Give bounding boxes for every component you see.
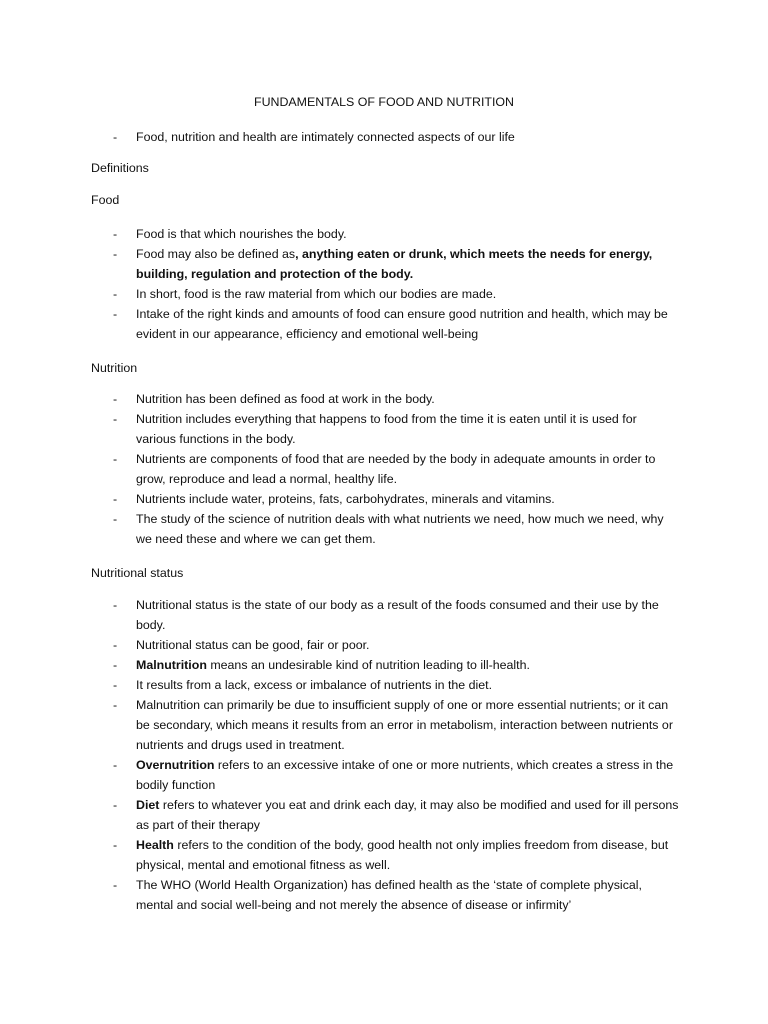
list-item [0, 389, 680, 409]
list-item-text: Nutritional status is the state of our body as a result of the foods consumed and their use by the body. [136, 598, 659, 632]
list-item-text: Food, nutrition and health are intimately connected aspects of our life [136, 130, 515, 144]
term-overnutrition: Overnutrition [136, 758, 215, 772]
bullet-dash: - [113, 698, 118, 712]
bullet-dash: - [113, 598, 118, 612]
list-item-text: The WHO (World Health Organization) has defined health as the ‘state of complete physical, mental and social well-being and not merely the absence of disease or infirmity’ [136, 878, 642, 912]
bullet-dash: - [113, 307, 118, 321]
bullet-dash: - [113, 658, 118, 672]
bullet-dash: - [113, 798, 118, 812]
term-health: Health [136, 838, 174, 852]
bullet-dash: - [113, 758, 118, 772]
bullet-dash: - [113, 227, 118, 241]
term-malnutrition: Malnutrition [136, 658, 207, 672]
list-item [0, 875, 680, 915]
list-item [0, 304, 680, 344]
list-item [0, 635, 680, 655]
list-item-text: The study of the science of nutrition deals with what nutrients we need, how much we need, why we need these and where we can get them. [136, 512, 664, 546]
list-item [0, 127, 680, 147]
bullet-dash: - [113, 638, 118, 652]
list-item [0, 755, 680, 795]
bullet-dash: - [113, 392, 118, 406]
list-item [0, 655, 680, 675]
bullet-dash: - [113, 130, 118, 144]
list-item-text: Nutritional status can be good, fair or poor. [136, 638, 370, 652]
list-item-text: Malnutrition can primarily be due to insufficient supply of one or more essential nutrients; or it can be secondary, which means it results from an error in metabolism, interaction between nutrients or nutrients and drugs used in treatment. [136, 698, 673, 752]
list-item [0, 224, 680, 244]
bullet-dash: - [113, 878, 118, 892]
bullet-dash: - [113, 287, 118, 301]
bullet-dash: - [113, 838, 118, 852]
list-item [0, 595, 680, 635]
food-definition-emphasis: , anything eaten or drunk, which meets the needs for energy, building, regulation and protection of the body. [136, 247, 653, 281]
bullet-dash: - [113, 247, 118, 261]
food-list [0, 224, 680, 344]
list-item-text: It results from a lack, excess or imbalance of nutrients in the diet. [136, 678, 493, 692]
list-item [0, 409, 680, 449]
list-item [0, 509, 680, 549]
list-item-text: In short, food is the raw material from which our bodies are made. [136, 287, 497, 301]
list-item [0, 795, 680, 835]
list-item-text: refers to whatever you eat and drink each day, it may also be modified and used for ill persons as part of their therapy [136, 798, 679, 832]
list-item-text: refers to the condition of the body, good health not only implies freedom from disease, but physical, mental and emotional fitness as well. [136, 838, 669, 872]
section-heading-nutrition: Nutrition [91, 361, 138, 375]
bullet-dash: - [113, 492, 118, 506]
list-item-text: Nutrition includes everything that happens to food from the time it is eaten until it is used for various functions in the body. [136, 412, 637, 446]
section-heading-definitions: Definitions [91, 161, 149, 175]
list-item [0, 835, 680, 875]
bullet-dash: - [113, 452, 118, 466]
list-item [0, 675, 680, 695]
list-item [0, 695, 680, 755]
bullet-dash: - [113, 512, 118, 526]
nutrition-list [0, 389, 680, 549]
nutritional-status-list [0, 595, 680, 915]
list-item [0, 489, 680, 509]
term-diet: Diet [136, 798, 160, 812]
section-heading-food: Food [91, 193, 120, 207]
list-item-text: Nutrients are components of food that are needed by the body in adequate amounts in order to grow, reproduce and lead a normal, healthy life. [136, 452, 656, 486]
document-title: FUNDAMENTALS OF FOOD AND NUTRITION [254, 95, 514, 109]
list-item-text: refers to an excessive intake of one or more nutrients, which creates a stress in the bodily function [136, 758, 674, 792]
list-item-text: Food is that which nourishes the body. [136, 227, 347, 241]
list-item-text: Nutrition has been defined as food at work in the body. [136, 392, 435, 406]
list-item [0, 284, 680, 304]
section-heading-nutritional-status: Nutritional status [91, 566, 184, 580]
intro-list [0, 127, 680, 147]
list-item [0, 449, 680, 489]
list-item-text: Food may also be defined as [136, 247, 296, 261]
bullet-dash: - [113, 678, 118, 692]
list-item [0, 244, 680, 284]
list-item-text: Nutrients include water, proteins, fats, carbohydrates, minerals and vitamins. [136, 492, 555, 506]
list-item-text: means an undesirable kind of nutrition leading to ill-health. [206, 658, 530, 672]
list-item-text: Intake of the right kinds and amounts of food can ensure good nutrition and health, which may be evident in our appearance, efficiency and emotional well-being [136, 307, 668, 341]
bullet-dash: - [113, 412, 118, 426]
